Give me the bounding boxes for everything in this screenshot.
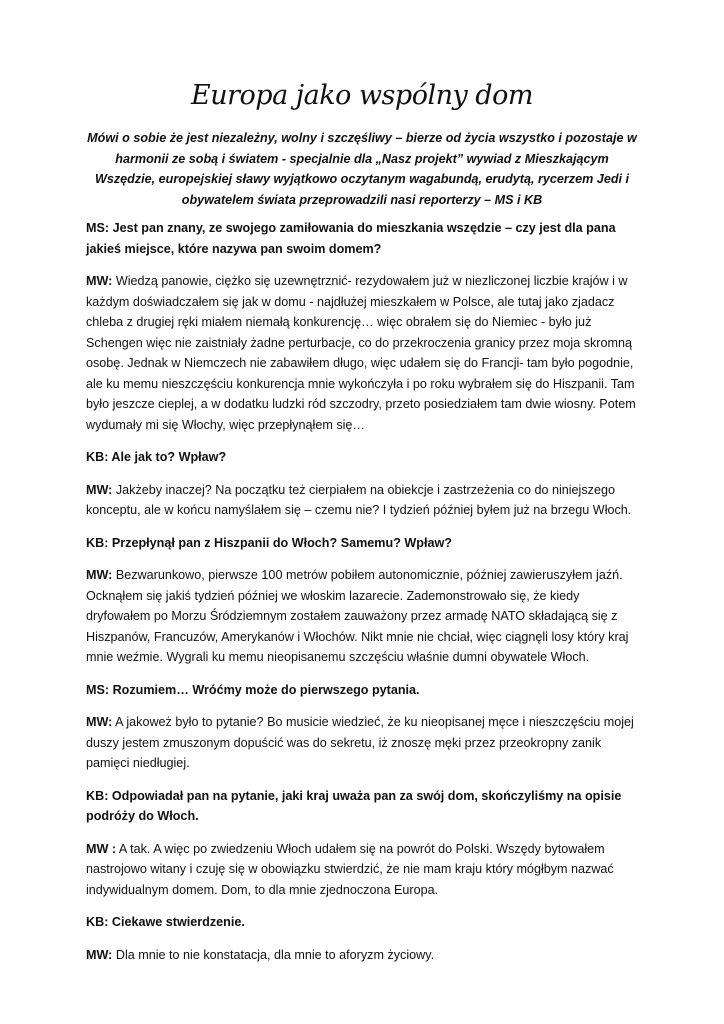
interview-question: KB: Przepłynął pan z Hiszpanii do Włoch? Samemu? Wpław? bbox=[86, 535, 452, 550]
answer-text: Bezwarunkowo, pierwsze 100 metrów pobiłem autonomicznie, później zawieruszyłem jaźń. Ocknąłem się jakiś tydzień później we włoskim lazarecie. Zademonstrowało się, że kiedy dryfowałem po Morzu Śródziemnym zostałem zauważony przez armadę NATO składającą się z Hiszpanów, Francuzów, Amerykanów i Włochów. Nikt mnie nie chciał, więc ciągnęli losy który kraj mnie weźmie. Wygrali ku memu nieopisanemu szczęściu właśnie dumni obywatele Włoch. bbox=[86, 568, 629, 664]
interview-answer bbox=[86, 271, 638, 435]
interview-answer bbox=[86, 712, 638, 774]
answer-text: A tak. A więc po zwiedzeniu Włoch udałem się na powrót do Polski. Wszędy bytowałem nastrojowo witany i czuję się w obowiązku stwierdzić, że nie mam kraju który mógłbym nazwać indywidualnym domem. Dom, to dla mnie zjednoczona Europa. bbox=[86, 841, 614, 897]
speaker-label: MW: bbox=[86, 947, 113, 962]
interview-question: KB: Ciekawe stwierdzenie. bbox=[86, 915, 245, 929]
interview-question: KB: Odpowiadał pan na pytanie, jaki kraj uważa pan za swój dom, skończyliśmy na opisie podróży do Włoch. bbox=[86, 788, 622, 823]
speaker-label: MW: bbox=[86, 568, 113, 582]
speaker-label: MW: bbox=[86, 274, 113, 288]
answer-text: Dla mnie to nie konstatacja, dla mnie to aforyzm życiowy. bbox=[112, 947, 435, 962]
interview-answer bbox=[86, 565, 638, 668]
interview-question: MS: Rozumiem… Wróćmy może do pierwszego pytania. bbox=[86, 682, 420, 697]
interview-question: KB: Ale jak to? Wpław? bbox=[86, 450, 227, 464]
speaker-label: MW: bbox=[86, 715, 113, 729]
speaker-label: MW: bbox=[86, 482, 113, 497]
interview-answer bbox=[86, 945, 638, 966]
answer-text: A jakoweż było to pytanie? Bo musicie wiedzieć, że ku nieopisanej męce i nieszczęściu mojej duszy jestem zmuszonym dopuścić was do sekretu, iż znoszę męki przez przeokropny zanik pamięci niedługiej. bbox=[86, 715, 634, 770]
speaker-label: MW : bbox=[86, 841, 117, 856]
interview-answer bbox=[86, 480, 638, 521]
answer-text: Jakżeby inaczej? Na początku też cierpiałem na obiekcje i zastrzeżenia co do niniejszego konceptu, ale w końcu namyślałem się – czemu nie? I tydzień później byłem już na brzegu Włoch. bbox=[86, 482, 632, 517]
lead-paragraph: Mówi o sobie że jest niezależny, wolny i szczęśliwy – bierze od życia wszystko i pozostaje w harmonii ze sobą i światem - specjalnie dla „Nasz projekt” wywiad z Mieszkającym Wszędzie, europejskiej sławy wyjątkowo oczytanym wagabundą, erudytą, rycerzem Jedi i obywatelem świata przeprowadzili nasi reporterzy – MS i KB bbox=[87, 131, 637, 207]
document-title: Europa jako wspólny dom bbox=[191, 80, 533, 111]
interview-question: MS: Jest pan znany, ze swojego zamiłowania do mieszkania wszędzie – czy jest dla pana jakieś miejsce, które nazywa pan swoim domem? bbox=[86, 221, 616, 256]
answer-text: Wiedzą panowie, ciężko się uzewnętrznić- rezydowałem już w niezliczonej liczbie krajów i w każdym doświadczałem się jak w domu - najdłużej mieszkałem w Polsce, ale tutaj jako zjadacz chleba z drugiej ręki miałem niemałą konkurencję… więc obrałem się do Niemiec - było już Schengen więc nie zaistniały żadne perturbacje, co do przekroczenia granicy przez moja skromną osobę. Jednak w Niemczech nie zabawiłem długo, więc udałem się do Francji- tam było pogodnie, ale ku memu nieszczęściu konkurencja mnie wykończyła i po roku wybrałem się do Hiszpanii. Tam było jeszcze cieplej, a w dodatku ludzki ród szczodry, przeto posiedziałem tam dwie wiosny. Potem wydumały mi się Włochy, więc przepłynąłem się… bbox=[86, 274, 636, 432]
interview-answer bbox=[86, 839, 638, 901]
